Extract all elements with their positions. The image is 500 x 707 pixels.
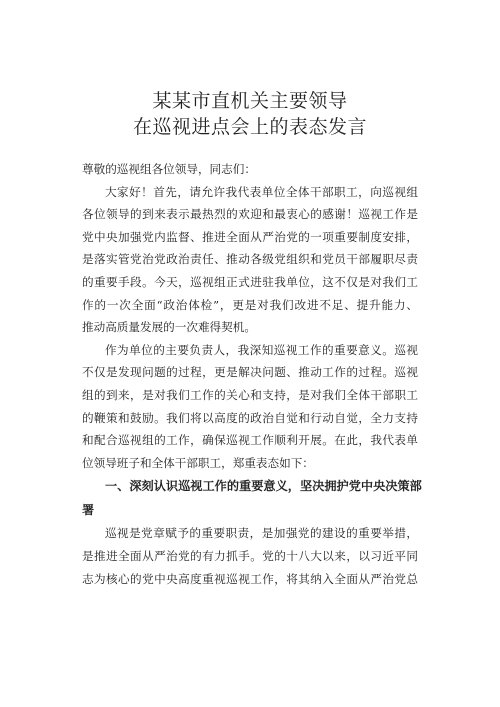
- paragraph-line: 各位领导的到来表示最热烈的欢迎和最衷心的感谢！巡视工作是: [82, 207, 418, 222]
- salutation-line: 尊敬的巡视组各位领导，同志们：: [82, 162, 256, 176]
- paragraph-line: 的鞭策和鼓励。我们将以高度的政治自觉和行动自觉，全力支持: [82, 410, 418, 425]
- paragraph-line: 作为单位的主要负责人，我深知巡视工作的重要意义。巡视: [105, 342, 418, 357]
- paragraph-welcome: [82, 181, 418, 339]
- document-title-line-1: 某某市直机关主要领导: [152, 90, 348, 112]
- paragraph-line: 巡视是党章赋予的重要职责，是加强党的建设的重要举措，: [105, 526, 418, 541]
- paragraph-significance: [82, 339, 418, 475]
- heading-line: 一、深刻认识巡视工作的重要意义，坚决拥护党中央决策部: [105, 479, 422, 494]
- salutation: [82, 158, 418, 181]
- paragraph-line: 作的一次全面“政治体检”，更是对我们改进不足、提升能力、: [82, 297, 418, 312]
- section-heading-1: [82, 474, 422, 522]
- heading-line: 署: [82, 503, 95, 518]
- paragraph-line: 和配合巡视组的工作，确保巡视工作顺利开展。在此，我代表单: [82, 433, 418, 448]
- paragraph-line: 是推进全面从严治党的有力抓手。党的十八大以来，以习近平同: [82, 548, 418, 563]
- paragraph-line: 位领导班子和全体干部职工，郑重表态如下：: [82, 455, 314, 470]
- paragraph-inspection-duty: [82, 522, 418, 590]
- paragraph-line: 组的到来，是对我们工作的关心和支持，是对我们全体干部职工: [82, 387, 418, 402]
- paragraph-line: 党中央加强党内监督、推进全面从严治党的一项重要制度安排，: [82, 229, 418, 244]
- paragraph-line: 推动高质量发展的一次难得契机。: [82, 320, 256, 335]
- document-body: [82, 158, 422, 590]
- paragraph-line: 大家好！首先，请允许我代表单位全体干部职工，向巡视组: [105, 184, 418, 199]
- paragraph-line: 不仅是发现问题的过程，更是解决问题、推动工作的过程。巡视: [82, 365, 418, 380]
- paragraph-line: 志为核心的党中央高度重视巡视工作，将其纳入全面从严治党总: [82, 571, 418, 586]
- paragraph-line: 是落实管党治党政治责任、推动各级党组织和党员干部履职尽责: [82, 252, 418, 267]
- document-title-line-2: 在巡视进点会上的表态发言: [132, 116, 367, 138]
- paragraph-line: 的重要手段。今天，巡视组正式进驻我单位，这不仅是对我们工: [82, 274, 418, 289]
